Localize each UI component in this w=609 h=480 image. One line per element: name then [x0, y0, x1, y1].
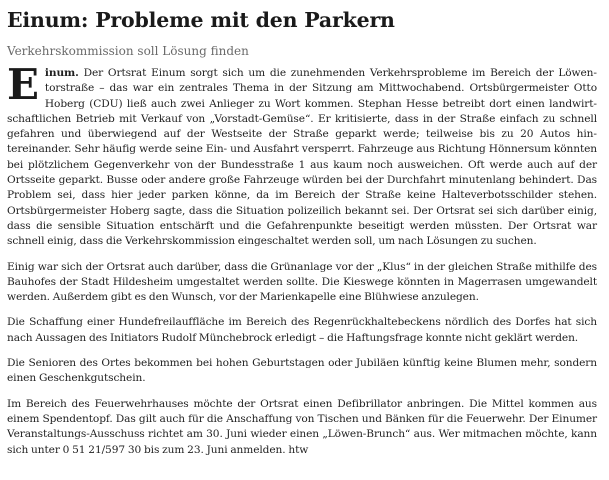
- article-subheadline: Verkehrskommission soll Lösung finden: [7, 44, 249, 58]
- article-paragraph-1: [7, 60, 597, 250]
- lead-word: inum.: [44, 67, 79, 79]
- article-paragraph-4: Die Senioren des Ortes bekommen bei hohen Geburtstagen oder Jubiläen künftig keine Blumen mehr, sondern einen Geschenkgutschein.: [7, 357, 597, 385]
- article-headline: Einum: Probleme mit den Parkern: [7, 8, 395, 32]
- article-paragraph-3: Die Schaffung einer Hundefreilauffläche im Bereich des Regenrückhaltebeckens nördlich des Dorfes hat sich nach Aussagen des Initiators Rudolf Münchebrock erledigt – die Haftungsfrage konnte nicht geklärt werden.: [7, 316, 597, 344]
- drop-cap: E: [7, 60, 39, 109]
- article-paragraph-5: Im Bereich des Feuerwehrhauses möchte der Ortsrat einen Defibrillator anbringen. Die Mittel kommen aus einem Spendentopf. Das gilt auch für die Anschaffung von Tischen und Bänken für die Feuerwehr. Der Einumer Veranstaltungs-Ausschuss richtet am 30. Juni wieder einen „Löwen-Brunch“ aus. Wer mitmachen möchte, kann sich unter 0 51 21/597 30 bis zum 23. Juni anmelden. htw: [7, 397, 597, 456]
- paragraph-text: Der Ortsrat Einum sorgt sich um die zunehmenden Verkehrsprobleme im Bereich der Löwentorstraße – das war ein zentrales Thema in der Sitzung am Mittwochabend. Ortsbürgermeister Otto Hoberg (CDU) ließ auch zwei Anlieger zu Wort kommen. Stephan Hesse betreibt dort einen landwirtschaftlichen Betrieb mit Verkauf von „Vorstadt-Gemüse“. Er kritisierte, dass in der Straße einfach zu schnell gefahren und überwiegend auf der Westseite der Straße geparkt werde; teilweise bis zu 20 Autos hintereinander. Sehr häufig werde seine Ein- und Ausfahrt versperrt. Fahrzeuge aus Richtung Hönnersum könnten bei plötzlichem Gegenverkehr von der Bundesstraße 1 aus kaum noch ausweichen. Oft werde auch auf der Ortsseite geparkt. Busse oder andere große Fahrzeuge würden bei der Durchfahrt minutenlang behindert. Das Problem sei, dass hier jeder parken könne, da im Bereich der Straße keine Halteverbotsschilder stehen. Ortsbürgermeister Hoberg sagte, dass die Situation polizeilich bekannt sei. Der Ortsrat sei sich darüber einig, dass die sensible Situation entschärft und die Gefahrenpunkte beseitigt werden müssten. Der Ortsrat war schnell einig, dass die Verkehrskommission eingeschaltet werden soll, um nach Lösungen zu suchen.: [7, 67, 597, 248]
- article-paragraph-2: Einig war sich der Ortsrat auch darüber, dass die Grünanlage vor der „Klus“ in der gleichen Straße mithilfe des Bauhofes der Stadt Hildesheim umgestaltet werden sollte. Die Kieswege könnten in Magerrasen umgewandelt werden. Außerdem gibt es den Wunsch, vor der Marienkapelle eine Blühwiese anzulegen.: [7, 260, 597, 304]
